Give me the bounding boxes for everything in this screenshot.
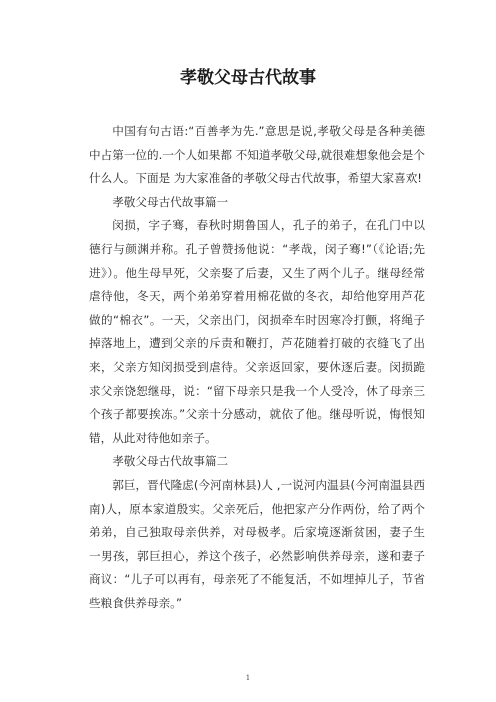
- section-heading-1: 孝敬父母古代故事篇一: [112, 194, 229, 209]
- document-body: [89, 120, 425, 615]
- page-number: 1: [245, 674, 251, 682]
- story-paragraph-1: 闵损，字子骞，春秋时期鲁国人，孔子的弟子，在孔门中以德行与颜渊并称。孔子曾赞扬他说：“孝哉，闵子骞!”（《论语;先进》）。他生母早死，父亲娶了后妻，又生了两个儿子。继母经常虐待他，冬天，两个弟弟穿着用棉花做的冬衣，却给他穿用芦花做的“棉衣”。一天，父亲出门，闵损牵车时因寒冷打颤，将绳子掉落地上，遭到父亲的斥责和鞭打，芦花随着打破的衣缝飞了出来，父亲方知闵损受到虐待。父亲返回家，要休逐后妻。闵损跪求父亲饶恕继母，说：“留下母亲只是我一个人受冷，休了母亲三个孩子都要挨冻。”父亲十分感动，就依了他。继母听说，悔恨知错，从此对待他如亲子。: [89, 218, 425, 445]
- section-heading-2: 孝敬父母古代故事篇二: [112, 454, 229, 469]
- document-title: 孝敬父母古代故事: [180, 68, 316, 88]
- story-paragraph-2: 郭巨，晋代隆虑(今河南林县)人 ,一说河内温县(今河南温县西南)人，原本家道殷实。父亲死后，他把家产分作两份，给了两个弟弟，自己独取母亲供养，对母极孝。后家境逐渐贫困，妻子生一男孩，郭巨担心，养这个孩子，必然影响供养母亲，遂和妻子商议：“儿子可以再有，母亲死了不能复活，不如埋掉儿子，节省些粮食供养母亲。”: [89, 477, 425, 610]
- intro-paragraph: 中国有句古语:“百善孝为先.”意思是说,孝敬父母是各种美德中占第一位的.一个人如果都 不知道孝敬父母,就很难想象他会是个什么人。下面是 为大家准备的孝敬父母古代故事，希望大家喜欢!: [89, 124, 425, 186]
